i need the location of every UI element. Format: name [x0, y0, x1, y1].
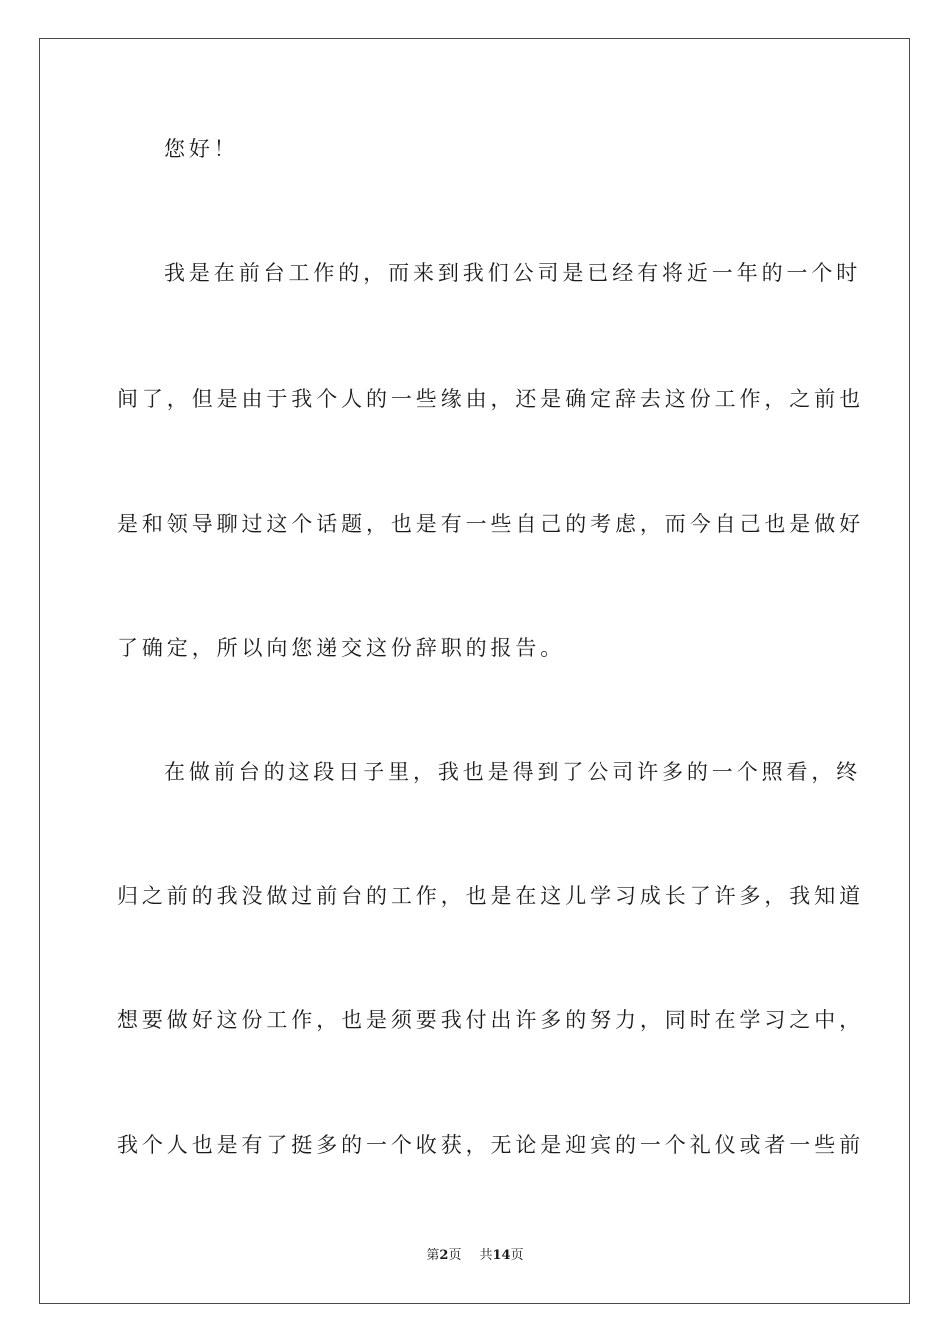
greeting: 您好！ [164, 137, 239, 161]
paragraph-1-line-4: 了确定，所以向您递交这份辞职的报告。 [117, 636, 566, 660]
page-total: 共14页 [479, 1248, 524, 1263]
page-footer [0, 1247, 950, 1265]
paragraph-1-line-1: 我是在前台工作的，而来到我们公司是已经有将近一年的一个时 [164, 261, 862, 285]
paragraph-2-line-3: 想要做好这份工作，也是须要我付出许多的努力，同时在学习之中， [117, 1008, 864, 1032]
paragraph-2-line-1: 在做前台的这段日子里，我也是得到了公司许多的一个照看，终 [164, 760, 862, 784]
page-border [39, 38, 910, 1304]
page-number: 第2页 [426, 1248, 462, 1263]
paragraph-1-line-2: 间了，但是由于我个人的一些缘由，还是确定辞去这份工作，之前也 [117, 387, 864, 411]
paragraph-2-line-4: 我个人也是有了挺多的一个收获，无论是迎宾的一个礼仪或者一些前 [117, 1133, 864, 1157]
paragraph-1-line-3: 是和领导聊过这个话题，也是有一些自己的考虑，而今自己也是做好 [117, 512, 864, 536]
paragraph-2-line-2: 归之前的我没做过前台的工作，也是在这儿学习成长了许多，我知道 [117, 884, 864, 908]
